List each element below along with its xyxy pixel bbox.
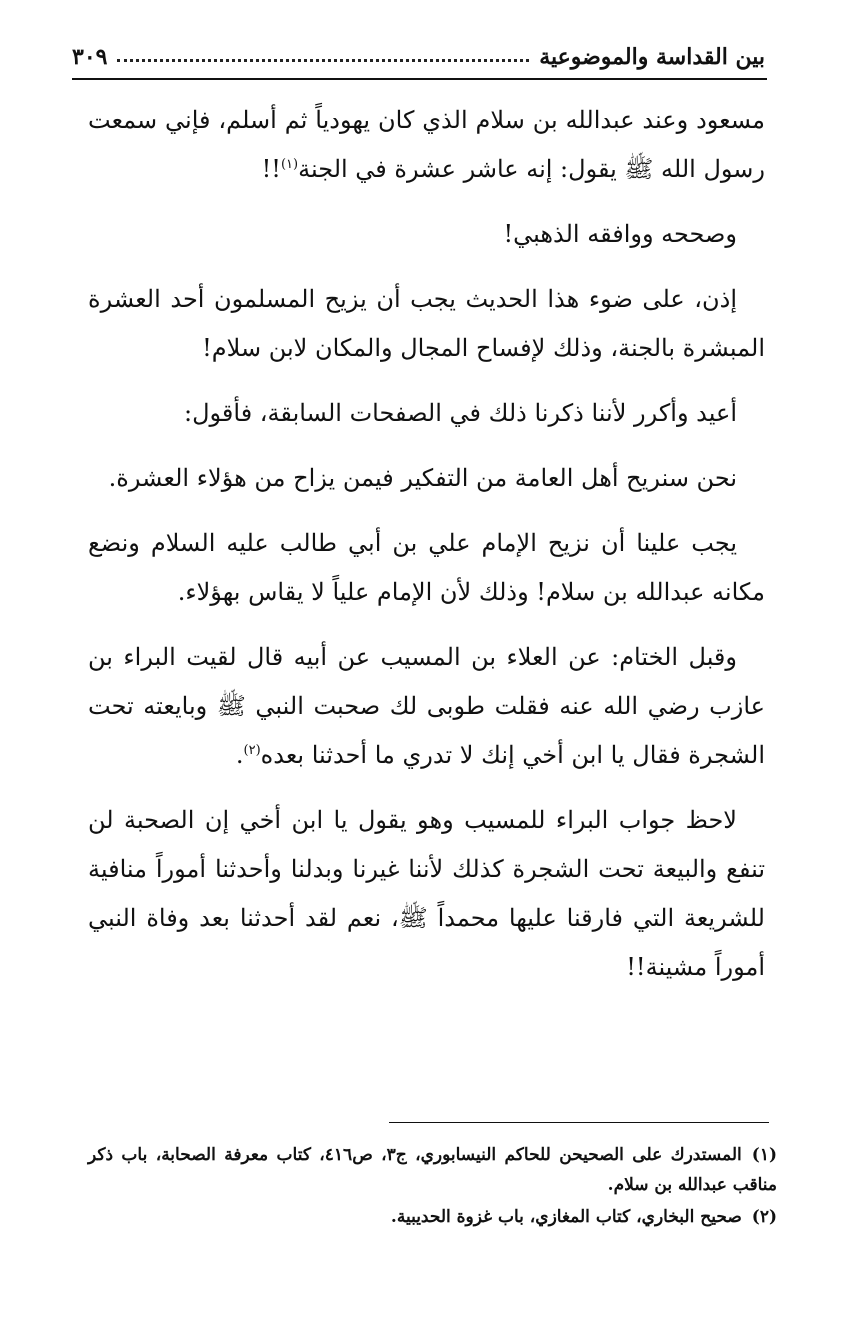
paragraph-5: نحن سنريح أهل العامة من التفكير فيمن يزاح من هؤلاء العشرة.	[108, 464, 737, 492]
header-rule	[72, 78, 767, 80]
paragraph-4: أعيد وأكرر لأننا ذكرنا ذلك في الصفحات السابقة، فأقول:	[184, 399, 737, 427]
footnote-1-text: المستدرك على الصحيحن للحاكم النيسابوري، ج٣، ص٤١٦، كتاب معرفة الصحابة، باب ذكر مناقب عبدالله بن سلام.	[88, 1145, 777, 1195]
paragraph-1-tail: !!	[261, 155, 281, 183]
footnote-2-text: صحيح البخاري، كتاب المغازي، باب غزوة الحديبية.	[390, 1207, 742, 1227]
footnote-rule	[389, 1122, 769, 1123]
paragraph-8: لاحظ جواب البراء للمسيب وهو يقول يا ابن أخي إن الصحبة لن تنفع والبيعة تحت الشجرة كذلك لأننا غيرنا وبدلنا وأحدثنا أموراً منافية للشريعة التي فارقنا عليها محمداً ﷺ، نعم لقد أحدثنا بعد وفاة النبي أموراً مشينة!!	[88, 806, 765, 981]
footnote-2	[88, 1202, 777, 1232]
footnote-1	[88, 1140, 777, 1200]
page-number: ٣٠٩	[72, 44, 108, 70]
paragraph-7-text: وقبل الختام: عن العلاء بن المسيب عن أبيه قال لقيت البراء بن عازب رضي الله عنه فقلت طوبى لك صحبت النبي ﷺ وبايعته تحت الشجرة فقال يا ابن أخي إنك لا تدري ما أحدثنا بعده	[88, 643, 765, 769]
footnote-1-number: (١)	[751, 1145, 777, 1165]
paragraph-6: يجب علينا أن نزيح الإمام علي بن أبي طالب عليه السلام ونضع مكانه عبدالله بن سلام! وذلك لأن الإمام علياً لا يقاس بهؤلاء.	[88, 529, 765, 606]
paragraph-7	[88, 633, 765, 780]
paragraph-1-text: مسعود وعند عبدالله بن سلام الذي كان يهودياً ثم أسلم، فإني سمعت رسول الله ﷺ يقول: إنه عاشر عشرة في الجنة	[88, 106, 765, 183]
footnote-ref-2[interactable]: (٢)	[243, 743, 261, 758]
paragraph-7-tail: .	[235, 741, 244, 769]
leader-dots	[117, 59, 529, 62]
running-header	[72, 28, 765, 68]
paragraph-1	[88, 96, 765, 194]
main-text	[88, 96, 765, 1008]
footnote-2-number: (٢)	[751, 1207, 777, 1227]
running-title: بين القداسة والموضوعية	[539, 44, 765, 70]
footnotes	[88, 1140, 777, 1234]
paragraph-3: إذن، على ضوء هذا الحديث يجب أن يزيح المسلمون أحد العشرة المبشرة بالجنة، وذلك لإفساح المجال والمكان لابن سلام!	[88, 285, 765, 362]
paragraph-2: وصححه ووافقه الذهبي!	[503, 220, 737, 248]
footnote-ref-1[interactable]: (١)	[280, 157, 299, 172]
